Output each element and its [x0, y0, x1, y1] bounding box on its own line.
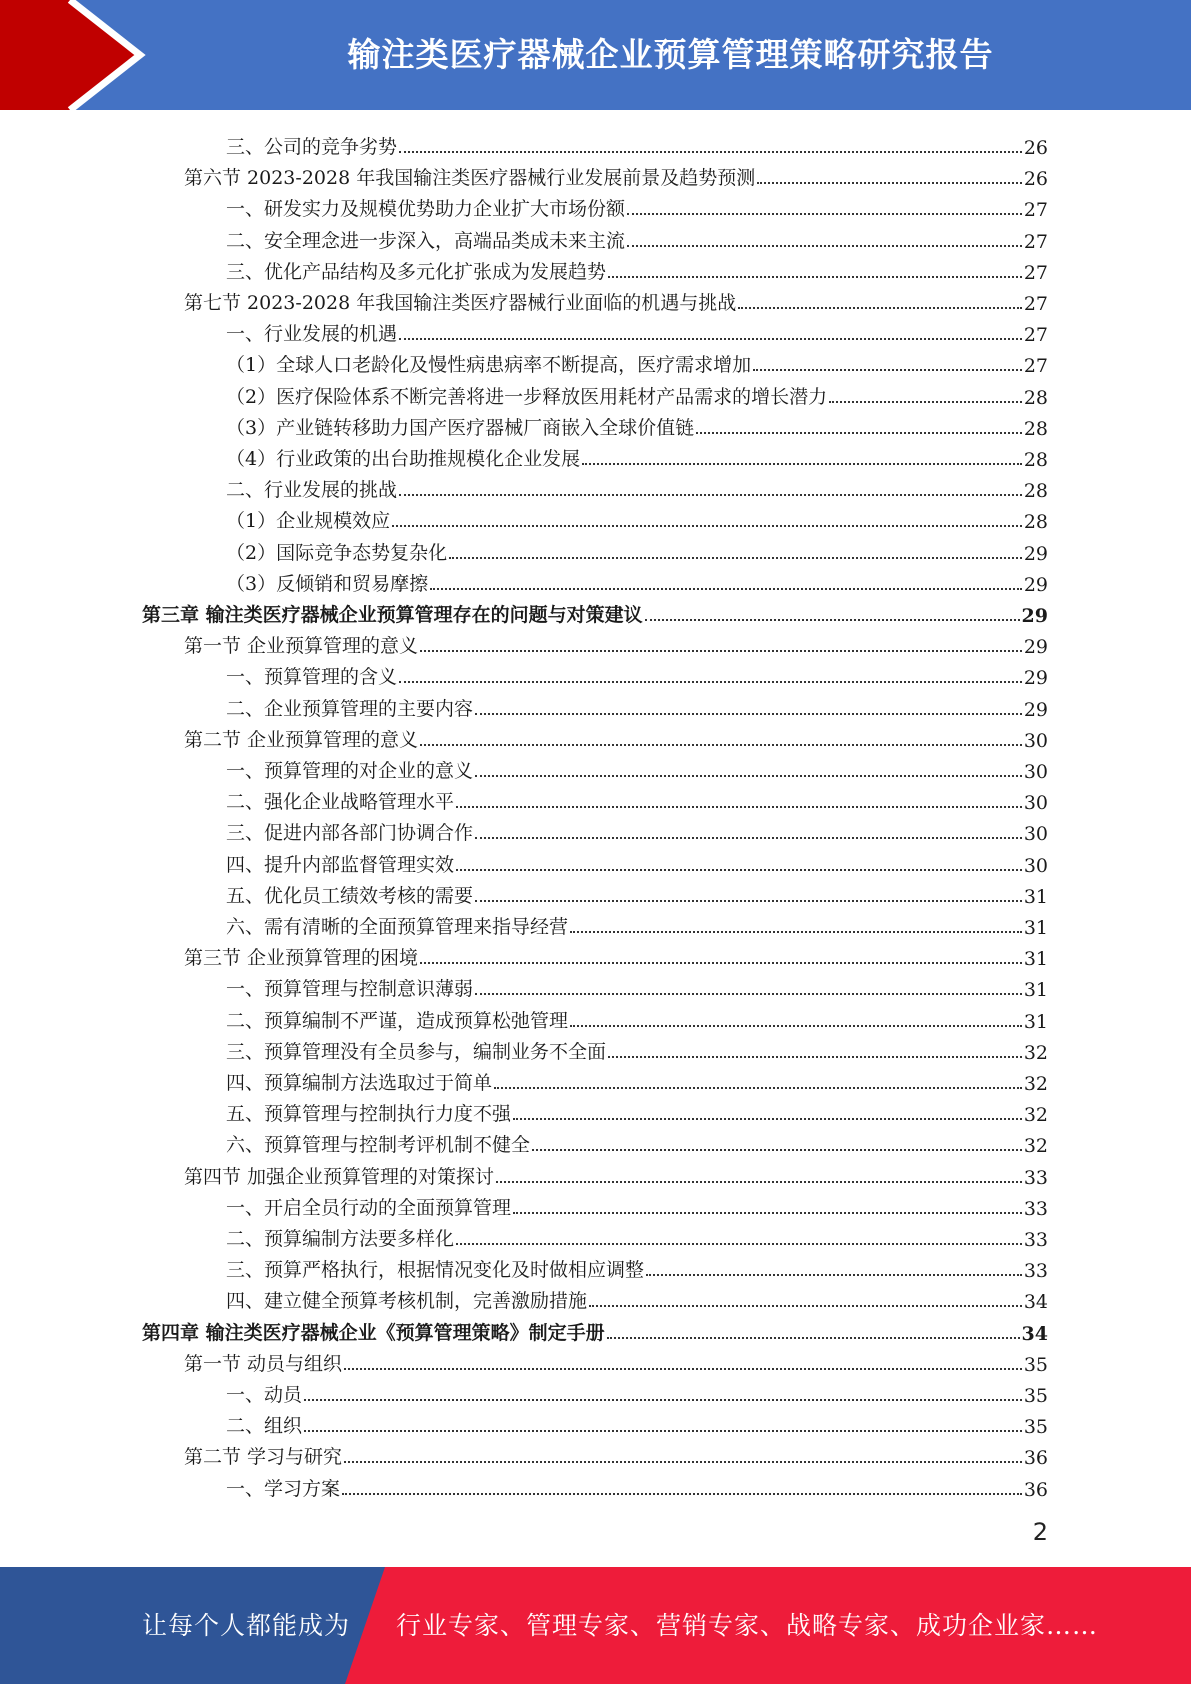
toc-entry[interactable] — [226, 378, 1048, 409]
toc-entry-title: 六、需有清晰的全面预算管理来指导经营 — [226, 916, 569, 938]
toc-entry-title: 第一节 企业预算管理的意义 — [184, 635, 419, 658]
toc-entry[interactable] — [226, 1064, 1048, 1095]
toc-page-number: 30 — [1023, 854, 1048, 877]
toc-page-number: 30 — [1023, 729, 1048, 752]
toc-entry-title: 一、开启全员行动的全面预算管理 — [226, 1196, 512, 1219]
toc-page-number: 28 — [1023, 511, 1048, 534]
toc-dot-leader — [304, 1430, 1022, 1432]
toc-dot-leader — [582, 463, 1022, 465]
toc-dot-leader — [392, 525, 1022, 527]
toc-page-number: 32 — [1023, 1135, 1048, 1158]
toc-entry[interactable] — [226, 1220, 1048, 1251]
toc-dot-leader — [475, 993, 1022, 995]
toc-dot-leader — [399, 681, 1022, 683]
toc-page-number: 32 — [1023, 1104, 1048, 1127]
toc-entry-title: 第三章 输注类医疗器械企业预算管理存在的问题与对策建议 — [142, 604, 643, 626]
toc-entry-title: 一、学习方案 — [226, 1477, 341, 1500]
toc-entry-title: 二、企业预算管理的主要内容 — [226, 697, 474, 720]
toc-entry[interactable] — [226, 877, 1048, 908]
toc-page-number: 33 — [1023, 1229, 1048, 1251]
toc-dot-leader — [607, 1337, 1020, 1339]
toc-entry-title: （3）产业链转移助力国产医疗器械厂商嵌入全球价值链 — [226, 416, 695, 439]
toc-entry-title: 一、动员 — [226, 1384, 303, 1406]
toc-dot-leader — [420, 650, 1022, 652]
toc-dot-leader — [627, 213, 1022, 215]
toc-page-number: 33 — [1023, 1197, 1048, 1220]
toc-entry[interactable] — [226, 1251, 1048, 1282]
toc-page-number: 28 — [1023, 386, 1048, 409]
toc-entry-title: （2）医疗保险体系不断完善将进一步释放医用耗材产品需求的增长潜力 — [226, 385, 828, 408]
toc-chapter-entry[interactable] — [142, 1314, 1048, 1345]
toc-page-number: 32 — [1023, 1073, 1048, 1095]
toc-entry-title: （1）企业规模效应 — [226, 510, 391, 533]
toc-page-number: 34 — [1023, 1291, 1048, 1314]
footer-slogan-left: 让每个人都能成为 — [142, 1611, 351, 1640]
toc-entry-title: 第四节 加强企业预算管理的对策探讨 — [184, 1165, 495, 1188]
toc-dot-leader — [449, 557, 1022, 559]
footer-banner — [0, 1567, 1191, 1684]
toc-entry[interactable] — [226, 1033, 1048, 1064]
toc-dot-leader — [738, 307, 1022, 309]
toc-page-number: 29 — [1023, 667, 1048, 690]
toc-entry[interactable] — [226, 440, 1048, 471]
toc-page-number: 29 — [1023, 542, 1048, 565]
toc-entry-title: 二、安全理念进一步深入，高端品类成未来主流 — [226, 229, 626, 252]
toc-page-number: 31 — [1023, 885, 1048, 908]
toc-page-number: 36 — [1023, 1447, 1048, 1470]
toc-entry[interactable] — [226, 658, 1048, 689]
toc-entry[interactable] — [226, 1407, 1048, 1438]
toc-entry-title: 三、优化产品结构及多元化扩张成为发展趋势 — [226, 260, 607, 283]
toc-dot-leader — [456, 869, 1022, 871]
toc-dot-leader — [430, 588, 1022, 590]
toc-page-number: 27 — [1023, 230, 1048, 253]
toc-page-number: 30 — [1023, 761, 1048, 783]
toc-page-number: 35 — [1023, 1385, 1048, 1407]
toc-entry-title: 五、预算管理与控制执行力度不强 — [226, 1103, 512, 1126]
toc-entry[interactable] — [226, 1126, 1048, 1157]
toc-entry-title: 四、提升内部监督管理实效 — [226, 853, 455, 876]
toc-entry[interactable] — [226, 814, 1048, 845]
toc-entry-title: 四、建立健全预算考核机制，完善激励措施 — [226, 1290, 588, 1313]
toc-dot-leader — [475, 775, 1022, 777]
toc-entry-title: 二、预算编制方法要多样化 — [226, 1228, 455, 1250]
toc-entry[interactable] — [184, 1345, 1048, 1376]
toc-dot-leader — [475, 713, 1022, 715]
toc-entry[interactable] — [226, 1002, 1048, 1033]
toc-page-number: 27 — [1023, 261, 1048, 284]
toc-page-number: 33 — [1023, 1260, 1048, 1283]
toc-entry-title: 第三节 企业预算管理的困境 — [184, 947, 419, 970]
toc-entry[interactable] — [226, 752, 1048, 783]
toc-entry-title: （3）反倾销和贸易摩擦 — [226, 572, 429, 595]
toc-entry[interactable] — [226, 908, 1048, 939]
toc-dot-leader — [627, 245, 1022, 247]
toc-dot-leader — [513, 1212, 1022, 1214]
toc-dot-leader — [513, 1118, 1022, 1120]
toc-page-number: 27 — [1023, 293, 1048, 315]
toc-dot-leader — [342, 1493, 1022, 1495]
toc-dot-leader — [475, 900, 1022, 902]
toc-page-number: 29 — [1023, 636, 1048, 659]
toc-page-number: 31 — [1023, 917, 1048, 939]
toc-page-number: 28 — [1023, 417, 1048, 440]
toc-page-number: 31 — [1023, 979, 1048, 1002]
toc-page-number: 26 — [1023, 137, 1048, 159]
toc-dot-leader — [753, 369, 1022, 371]
toc-dot-leader — [399, 338, 1022, 340]
toc-entry-title: （4）行业政策的出台助推规模化企业发展 — [226, 448, 581, 470]
toc-entry-title: 第二节 企业预算管理的意义 — [184, 728, 419, 751]
toc-entry-title: 第一节 动员与组织 — [184, 1352, 343, 1375]
toc-page-number: 27 — [1023, 199, 1048, 222]
toc-entry[interactable] — [226, 128, 1048, 159]
toc-entry-title: 三、促进内部各部门协调合作 — [226, 822, 474, 845]
toc-entry-title: 三、预算管理没有全员参与，编制业务不全面 — [226, 1040, 607, 1063]
toc-dot-leader — [757, 182, 1022, 184]
toc-dot-leader — [570, 931, 1022, 933]
toc-entry[interactable] — [226, 222, 1048, 253]
toc-entry-title: （2）国际竞争态势复杂化 — [226, 541, 448, 564]
toc-entry-title: 一、预算管理与控制意识薄弱 — [226, 978, 474, 1001]
toc-page-number: 27 — [1023, 324, 1048, 347]
toc-entry-title: 一、行业发展的机遇 — [226, 323, 398, 346]
toc-entry[interactable] — [226, 471, 1048, 502]
toc-entry[interactable] — [226, 502, 1048, 533]
toc-entry-title: 一、预算管理的对企业的意义 — [226, 760, 474, 782]
toc-entry-title: 一、研发实力及规模优势助力企业扩大市场份额 — [226, 198, 626, 221]
toc-entry-title: 二、行业发展的挑战 — [226, 479, 398, 502]
toc-page-number: 35 — [1023, 1416, 1048, 1439]
toc-entry-title: （1）全球人口老龄化及慢性病患病率不断提高，医疗需求增加 — [226, 354, 752, 377]
toc-chapter-entry[interactable] — [142, 596, 1048, 627]
toc-entry[interactable] — [226, 315, 1048, 346]
toc-entry[interactable] — [184, 159, 1048, 190]
toc-entry-title: 五、优化员工绩效考核的需要 — [226, 884, 474, 907]
toc-entry-title: 六、预算管理与控制考评机制不健全 — [226, 1134, 531, 1157]
toc-page-number: 32 — [1023, 1041, 1048, 1064]
toc-entry[interactable] — [226, 190, 1048, 221]
toc-page-number: 27 — [1023, 355, 1048, 378]
toc-entry[interactable] — [226, 846, 1048, 877]
toc-page-number: 36 — [1023, 1478, 1048, 1501]
toc-entry[interactable] — [226, 690, 1048, 721]
toc-entry-title: 第六节 2023-2028 年我国输注类医疗器械行业发展前景及趋势预测 — [184, 167, 756, 190]
toc-page-number: 26 — [1023, 168, 1048, 191]
toc-entry[interactable] — [226, 1282, 1048, 1313]
toc-entry-title: 二、强化企业战略管理水平 — [226, 791, 455, 814]
toc-dot-leader — [475, 837, 1022, 839]
toc-entry-title: 第二节 学习与研究 — [184, 1446, 343, 1469]
toc-entry[interactable] — [184, 627, 1048, 658]
toc-entry-title: 三、公司的竞争劣势 — [226, 136, 398, 158]
toc-dot-leader — [494, 1087, 1022, 1089]
toc-dot-leader — [420, 962, 1022, 964]
header-banner — [0, 0, 1191, 110]
toc-entry[interactable] — [226, 565, 1048, 596]
toc-page-number: 35 — [1023, 1353, 1048, 1376]
toc-page-number: 28 — [1023, 480, 1048, 503]
toc-entry-title: 第七节 2023-2028 年我国输注类医疗器械行业面临的机遇与挑战 — [184, 292, 737, 314]
toc-entry[interactable] — [226, 1470, 1048, 1501]
toc-page-number: 29 — [1021, 605, 1048, 627]
toc-dot-leader — [829, 401, 1022, 403]
toc-page-number: 31 — [1023, 1010, 1048, 1033]
toc-dot-leader — [570, 1025, 1022, 1027]
page-number: 2 — [1032, 1518, 1048, 1546]
toc-entry-title: 第四章 输注类医疗器械企业《预算管理策略》制定手册 — [142, 1321, 605, 1344]
toc-entry[interactable] — [226, 409, 1048, 440]
toc-page-number: 30 — [1023, 823, 1048, 846]
toc-entry[interactable] — [226, 534, 1048, 565]
toc-page-number: 31 — [1023, 948, 1048, 971]
toc-dot-leader — [496, 1181, 1022, 1183]
toc-dot-leader — [420, 744, 1022, 746]
toc-dot-leader — [589, 1305, 1022, 1307]
toc-entry[interactable] — [226, 1189, 1048, 1220]
toc-entry-title: 四、预算编制方法选取过于简单 — [226, 1072, 493, 1094]
toc-page-number: 29 — [1023, 698, 1048, 721]
toc-dot-leader — [532, 1149, 1022, 1151]
toc-page-number: 29 — [1023, 573, 1048, 596]
toc-dot-leader — [608, 276, 1022, 278]
toc-dot-leader — [344, 1368, 1022, 1370]
report-title: 输注类医疗器械企业预算管理策略研究报告 — [347, 35, 994, 74]
toc-entry[interactable] — [184, 721, 1048, 752]
toc-dot-leader — [696, 432, 1022, 434]
toc-entry[interactable] — [184, 939, 1048, 970]
toc-entry-title: 三、预算严格执行，根据情况变化及时做相应调整 — [226, 1259, 645, 1282]
toc-dot-leader — [608, 1056, 1022, 1058]
toc-dot-leader — [399, 151, 1022, 153]
footer-slogan-right: 行业专家、管理专家、营销专家、战略专家、成功企业家…… — [396, 1611, 1099, 1640]
toc-page-number: 34 — [1021, 1322, 1048, 1345]
toc-entry[interactable] — [226, 346, 1048, 377]
toc-entry[interactable] — [226, 1376, 1048, 1407]
toc-dot-leader — [646, 1274, 1022, 1276]
toc-dot-leader — [645, 619, 1020, 621]
toc-dot-leader — [344, 1461, 1022, 1463]
toc-entry[interactable] — [184, 1158, 1048, 1189]
toc-entry[interactable] — [184, 1438, 1048, 1469]
toc-dot-leader — [456, 1243, 1022, 1245]
toc-page-number: 33 — [1023, 1166, 1048, 1189]
toc-entry[interactable] — [226, 253, 1048, 284]
toc-dot-leader — [399, 494, 1022, 496]
toc-entry-title: 一、预算管理的含义 — [226, 666, 398, 689]
toc-page-number: 30 — [1023, 792, 1048, 815]
toc-entry-title: 二、组织 — [226, 1415, 303, 1438]
toc-page-number: 28 — [1023, 449, 1048, 471]
toc-entry[interactable] — [226, 783, 1048, 814]
toc-dot-leader — [456, 806, 1022, 808]
header-arrow-decoration — [0, 0, 160, 110]
toc-entry-title: 二、预算编制不严谨，造成预算松弛管理 — [226, 1009, 569, 1032]
toc-entry[interactable] — [226, 970, 1048, 1001]
toc-entry[interactable] — [226, 1095, 1048, 1126]
toc-dot-leader — [304, 1399, 1022, 1401]
toc-entry[interactable] — [184, 284, 1048, 315]
